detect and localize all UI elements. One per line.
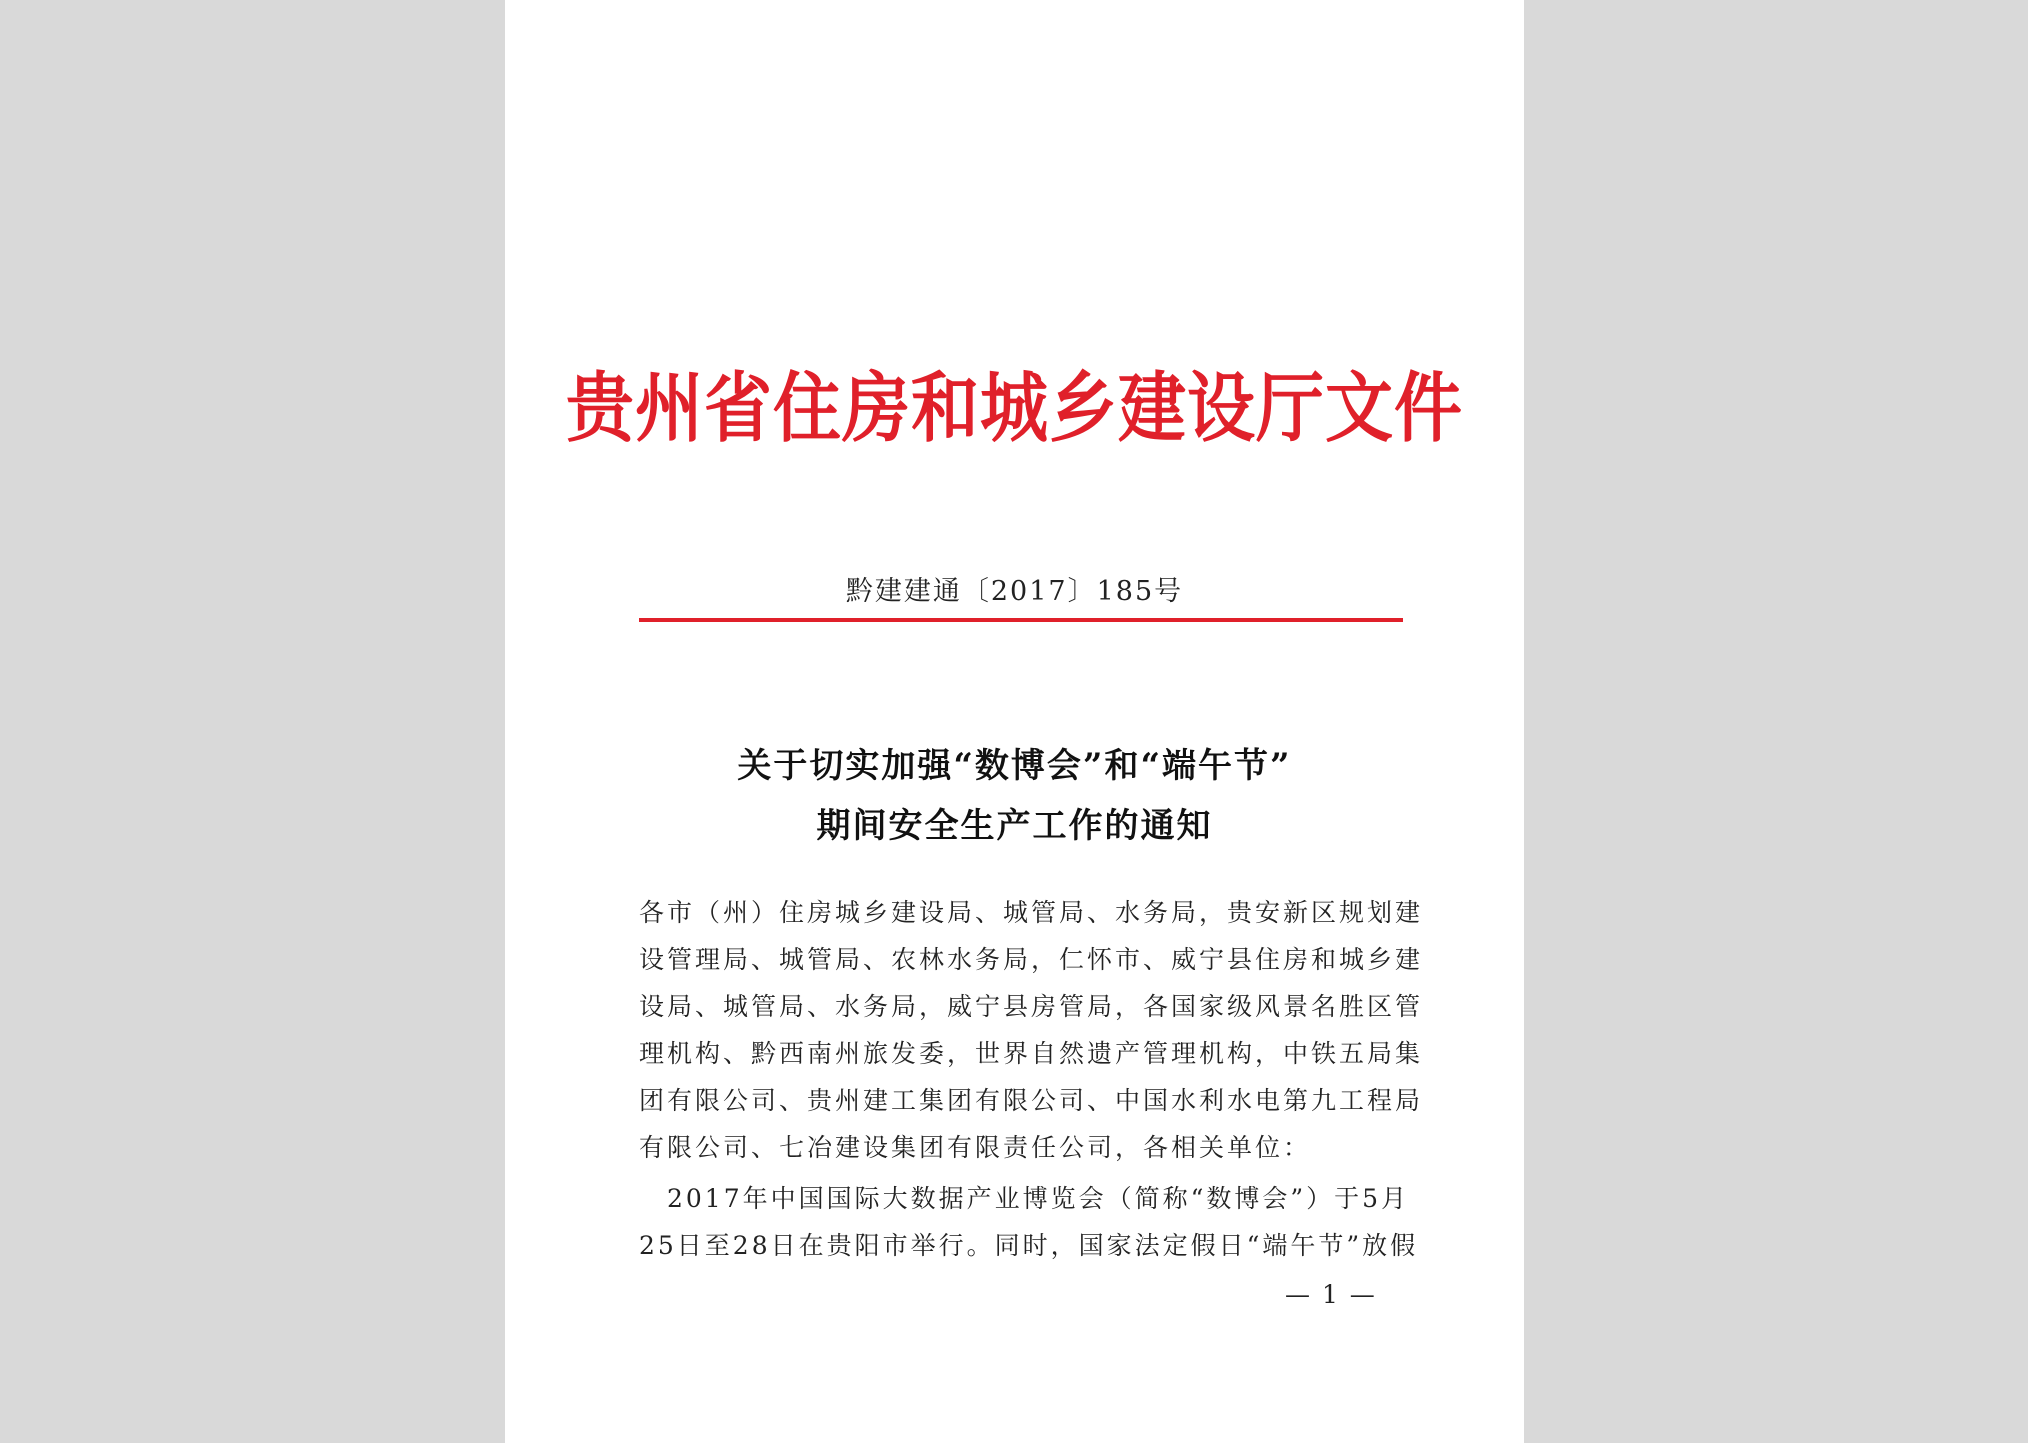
document-page [505,0,1524,1443]
page-number: — 1 — [1285,1280,1377,1309]
body-line: 设管理局、城管局、农林水务局，仁怀市、威宁县住房和城乡建 [639,945,1424,974]
issuing-authority-header: 贵州省住房和城乡建设厅文件 [565,365,1463,454]
body-line: 25日至28日在贵阳市举行。同时，国家法定假日“端午节”放假 [639,1231,1419,1260]
body-line: 各市（州）住房城乡建设局、城管局、水务局，贵安新区规划建 [639,898,1424,927]
body-line: 设局、城管局、水务局，威宁县房管局，各国家级风景名胜区管 [639,992,1424,1021]
document-number: 黔建建通〔2017〕185号 [845,576,1184,607]
body-line: 有限公司、七冶建设集团有限责任公司，各相关单位： [639,1133,1312,1162]
body-line: 理机构、黔西南州旅发委，世界自然遗产管理机构，中铁五局集 [639,1039,1424,1068]
body-line: 2017年中国国际大数据产业博览会（简称“数博会”）于5月 [639,1184,1410,1213]
notice-title-line-2: 期间安全生产工作的通知 [816,806,1213,846]
notice-title-line-1: 关于切实加强“数博会”和“端午节” [737,746,1292,786]
header-divider [639,618,1403,622]
body-line: 团有限公司、贵州建工集团有限公司、中国水利水电第九工程局 [639,1086,1424,1115]
